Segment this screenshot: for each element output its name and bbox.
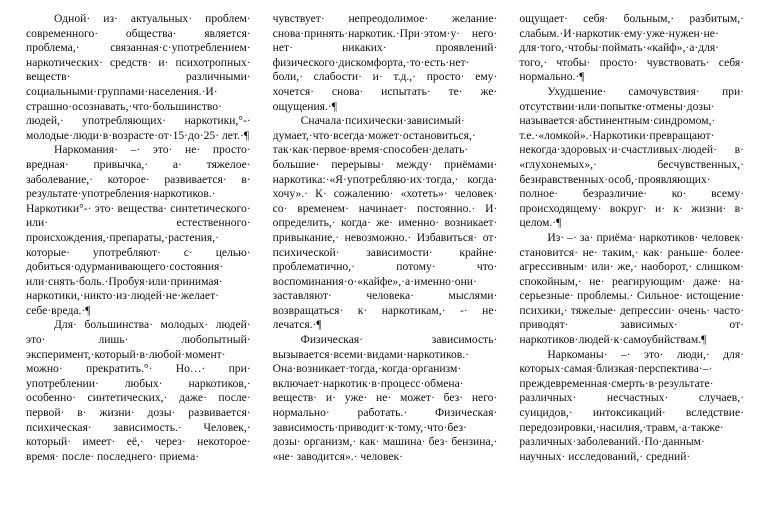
text-column-3 [519,12,744,510]
paragraph: Ухудшение· самочувствия· при· отсутствии·или·попытке·отмены·дозы· называется·абстинентным·синдромом,· т.е.·«ломкой».·Наркотики·превращают· некогда·здоровых·и·счастливых·людей· в· «глухонемых»,· бесчувственных,· безнравственных·особ,·проявляющих· полное· безразличие· ко· всему· происходящему· вокруг· и· к· жизни· в· целом.·¶ [519,84,745,230]
paragraph: Из· –· за· приёма· наркотиков· человек· становится· не· таким,· как· раньше· более· агрессивным· или· же,· наоборот,· слишком· спокойным,· не· реагирующим· даже· на· серьезные· проблемы.· Сильное· истощение· психики,· тяжелые· депрессии· очень· часто· приводят· зависимых· от· наркотиков·людей·к·самоубийствам.¶ [519,230,745,347]
paragraph: Сначала·психически·зависимый· думает,·что·всегда·может·остановиться,· так·как·первое·время·способен·делать· большие· перерывы· между· приёмами· наркотика:·«Я·употребляю·их·тогда,· когда· хочу».· К· сожалению· «хотеть»· человек· со· временем· начинает· постоянно.· И· определить,· когда· же· именно· возникает· привыкание,· невозможно.· Избавиться· от· психической· зависимости· крайне· проблематично,· потому· что· воспоминания·о·«кайфе»,·а·именно·они· заставляют· человека· мыслями· возвращаться· к· наркотикам,· -· не· лечатся.·¶ [272,114,498,332]
text-column-2 [273,12,498,510]
paragraph: ощущает· себя· больным,· разбитым,· слабым.·И·наркотик·ему·уже·нужен·не· для·того,·чтобы·поймать·«кайф»,·а·для· того,· чтобы· просто· чувствовать· себя· нормально.·¶ [519,12,745,84]
paragraph: Для· большинства· молодых· людей· это· лишь· любопытный· эксперимент,·который·в·любой·момент· можно· прекратить.°· Но…· при· употреблении· любых· наркотиков,· особенно· синтетических,· даже· после· первой· в· жизни· дозы· развивается· психическая· зависимость.· Человек,· который· имеет· её,· через· некоторое· время· после· последнего· приема· [26,318,251,463]
text-column-1 [26,12,251,510]
paragraph: чувствует· непреодолимое· желание· снова·принять·наркотик.·При·этом·у· него· нет· никаких· проявлений· физического·дискомфорта,·то·есть·нет· боли,· слабости· и· т.д.,· просто· ему· хочется· снова· испытать· те· же· ощущения.·¶ [272,12,498,113]
paragraph: Наркоманы· –· это· люди,· для· которых·самая·близкая·перспектива·–· преждевременная·смерть·в·результате· различных· несчастных· случаев,· суицидов,· интоксикаций· вследствие· передозировки,·насилия,·травм,·а·также· различных·заболеваний.·По·данным· научных· исследований,· средний· [519,347,745,463]
paragraph: Наркомания· –· это· не· просто· вредная· привычка,· а· тяжелое· заболевание,· которое· развивается· в· результате·употребления·наркотиков.· Наркотики°-· это· вещества· синтетического· или· естественного· происхождения,·препараты,·растения,· которые· употребляют· с· целью· добиться·одурманивающего·состояния· или·снять·боль.·Пробуя·или·принимая· наркотики,·никто·из·людей·не·желает· себе·вреда.·¶ [26,143,251,317]
paragraph: Одной· из· актуальных· проблем· современного· общества· является· проблема,· связанная·с·употреблением· наркотических· средств· и· психотропных· веществ· различными· социальными·группами·населения.·И· страшно·осознавать,·что·большинство· людей,· употребляющих· наркотики,°-· молодые·люди·в·возрасте·от·15·до·25· лет.·¶ [26,12,251,142]
paragraph: Физическая· зависимость· вызывается·всеми·видами·наркотиков.· Она·возникает·тогда,·когда·организм· включает·наркотик·в·процесс·обмена· веществ· и· уже· не· может· без· него· нормально· работать.· Физическая· зависимость·приводит·к·тому,·что·без· дозы· организм,· как· машина· без· бензина,· «не· заводится».· человек· [272,333,498,463]
